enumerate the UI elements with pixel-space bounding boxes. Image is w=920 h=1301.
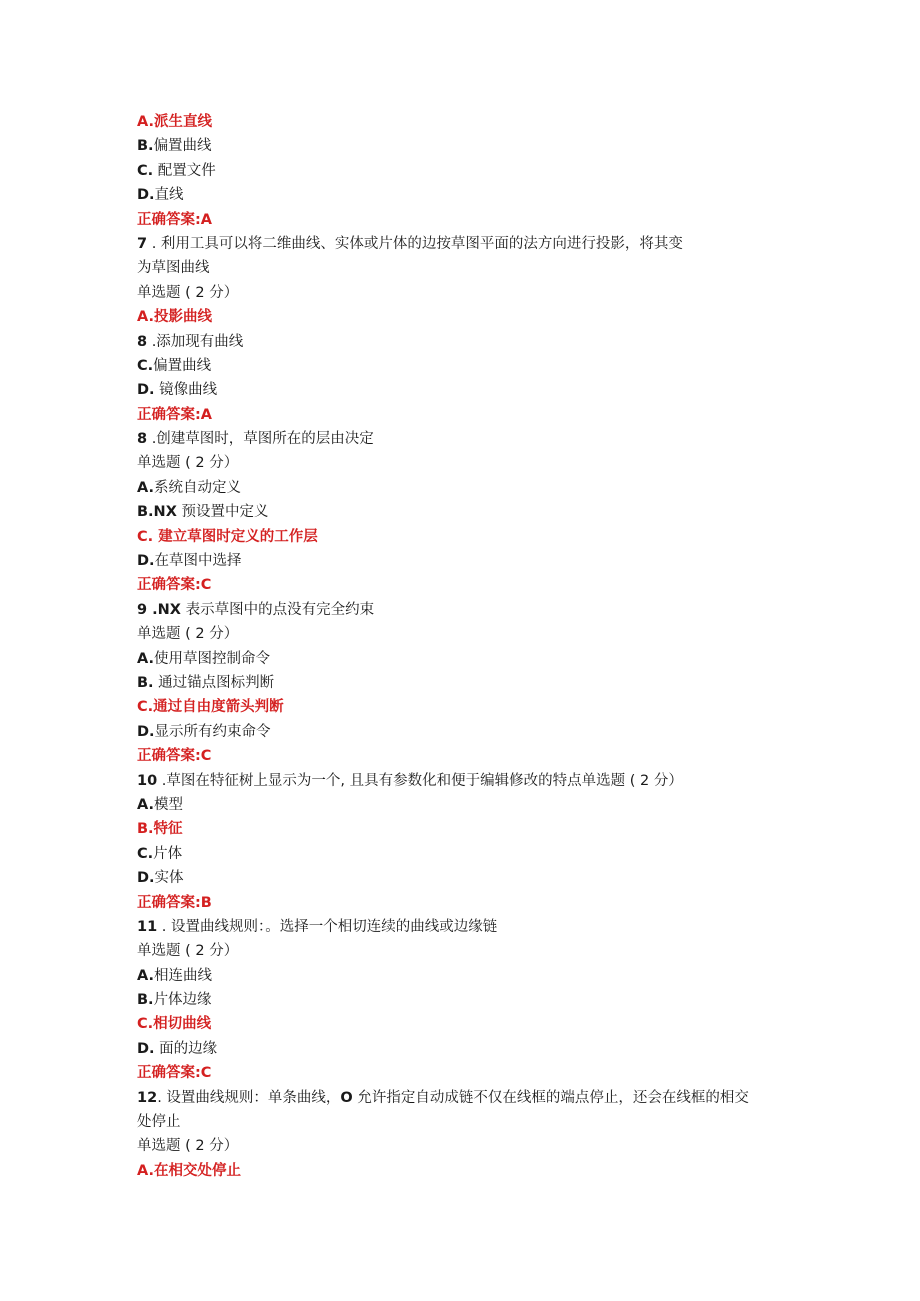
q10-option-d <box>137 866 797 890</box>
q9-answer: 正确答案:C <box>137 748 212 765</box>
option-label: B.NX <box>137 504 177 521</box>
option-text: 镜像曲线 <box>154 382 218 399</box>
q6-option-b <box>137 134 797 158</box>
option-label: D. <box>137 187 155 204</box>
question-number: 7 <box>137 235 148 252</box>
option-text: 使用草图控制命令 <box>154 650 270 667</box>
q6-option-d <box>137 183 797 207</box>
document-page <box>137 110 797 1183</box>
q11-question <box>137 915 797 939</box>
q7-option-d <box>137 378 797 402</box>
option-text: .添加现有曲线 <box>147 333 244 350</box>
option-text: 系统自动定义 <box>154 479 241 496</box>
option-label: B. <box>137 138 154 155</box>
question-text: . 设置曲线规则：。选择一个相切连续的曲线或边缘链 <box>157 918 498 935</box>
q10-question <box>137 769 797 793</box>
option-text: 在草图中选择 <box>154 553 242 570</box>
q7-question-cont: 为草图曲线 <box>137 260 210 277</box>
option-text: 实体 <box>154 870 184 887</box>
q7-option-b <box>137 330 797 354</box>
question-number: 8 <box>137 431 148 448</box>
option-text: 模型 <box>154 796 183 813</box>
q8-option-c-correct: C. 建立草图时定义的工作层 <box>137 528 318 545</box>
option-label: B. <box>137 674 154 691</box>
q6-option-c <box>137 159 797 183</box>
q9-option-b <box>137 671 797 695</box>
q7-option-c <box>137 354 797 378</box>
question-prefix: .NX <box>147 601 181 618</box>
option-text: 通过锚点图标判断 <box>153 674 275 691</box>
q8-answer: 正确答案:C <box>137 577 212 594</box>
q6-option-a-correct: A.派生直线 <box>137 114 212 130</box>
question-text-cont: 允许指定自动成链不仅在线框的端点停止，还会在线框的相交 <box>352 1089 749 1106</box>
option-text: 偏置曲线 <box>153 138 212 155</box>
option-label: D. <box>137 553 155 570</box>
question-text: . 利用工具可以将二维曲线、实体或片体的边按草图平面的法方向进行投影，将其变 <box>147 235 683 252</box>
option-text: 偏置曲线 <box>153 357 212 374</box>
option-text: 片体边缘 <box>153 992 212 1009</box>
q11-type: 单选题 ( 2 分） <box>137 943 239 960</box>
q11-option-b <box>137 988 797 1012</box>
option-label: C. <box>137 162 154 179</box>
option-text: 相连曲线 <box>154 967 212 984</box>
option-label: D. <box>137 870 155 887</box>
question-text: .草图在特征树上显示为一个, 且具有参数化和便于编辑修改的特点单选题 ( 2 分） <box>157 772 683 789</box>
option-text: 预设置中定义 <box>176 504 269 521</box>
question-symbol: O <box>340 1089 353 1106</box>
q6-answer: 正确答案:A <box>137 211 213 228</box>
option-label: D. <box>137 1040 155 1057</box>
q9-option-a <box>137 647 797 671</box>
q7-option-a-correct: A.投影曲线 <box>137 309 212 326</box>
question-number: 10 <box>137 772 158 789</box>
q8-option-b <box>137 500 797 524</box>
q10-option-c <box>137 842 797 866</box>
option-label: C. <box>137 357 154 374</box>
option-label: D. <box>137 723 155 740</box>
q9-type: 单选题 ( 2 分） <box>137 626 239 643</box>
option-text: 面的边缘 <box>154 1040 218 1057</box>
option-label: 8 <box>137 333 148 350</box>
q9-question <box>137 598 797 622</box>
q12-question <box>137 1086 797 1110</box>
option-text: 配置文件 <box>153 162 216 179</box>
question-text: .创建草图时，草图所在的层由决定 <box>147 431 374 448</box>
q11-option-c-correct: C.相切曲线 <box>137 1016 212 1033</box>
option-text: 片体 <box>153 845 183 862</box>
q11-answer: 正确答案:C <box>137 1065 212 1082</box>
option-text: 直线 <box>154 187 184 204</box>
q11-option-a <box>137 964 797 988</box>
q8-option-d <box>137 549 797 573</box>
q8-question <box>137 427 797 451</box>
question-text: 表示草图中的点没有完全约束 <box>180 601 375 618</box>
q10-option-a <box>137 793 797 817</box>
q8-type: 单选题 ( 2 分） <box>137 455 239 472</box>
option-label: A. <box>137 650 154 667</box>
option-label: B. <box>137 992 154 1009</box>
q12-question-cont: 处停止 <box>137 1114 181 1131</box>
question-number: 12 <box>137 1089 158 1106</box>
q11-option-d <box>137 1037 797 1061</box>
option-label: A. <box>137 796 154 813</box>
q9-option-d <box>137 720 797 744</box>
q7-type: 单选题 ( 2 分） <box>137 284 239 301</box>
option-label: A. <box>137 967 154 984</box>
q10-answer: 正确答案:B <box>137 894 212 911</box>
option-label: A. <box>137 479 154 496</box>
q8-option-a <box>137 476 797 500</box>
q9-option-c-correct: C.通过自由度箭头判断 <box>137 699 284 716</box>
question-text: . 设置曲线规则：单条曲线， <box>157 1089 341 1106</box>
q10-option-b-correct: B.特征 <box>137 821 183 838</box>
option-label: D. <box>137 382 155 399</box>
question-number: 9 <box>137 601 148 618</box>
q7-question <box>137 232 797 256</box>
q12-option-a-correct: A.在相交处停止 <box>137 1162 241 1179</box>
q12-type: 单选题 ( 2 分） <box>137 1138 239 1155</box>
option-text: 显示所有约束命令 <box>154 723 271 740</box>
option-label: C. <box>137 845 154 862</box>
question-number: 11 <box>137 918 158 935</box>
q7-answer: 正确答案:A <box>137 406 213 423</box>
